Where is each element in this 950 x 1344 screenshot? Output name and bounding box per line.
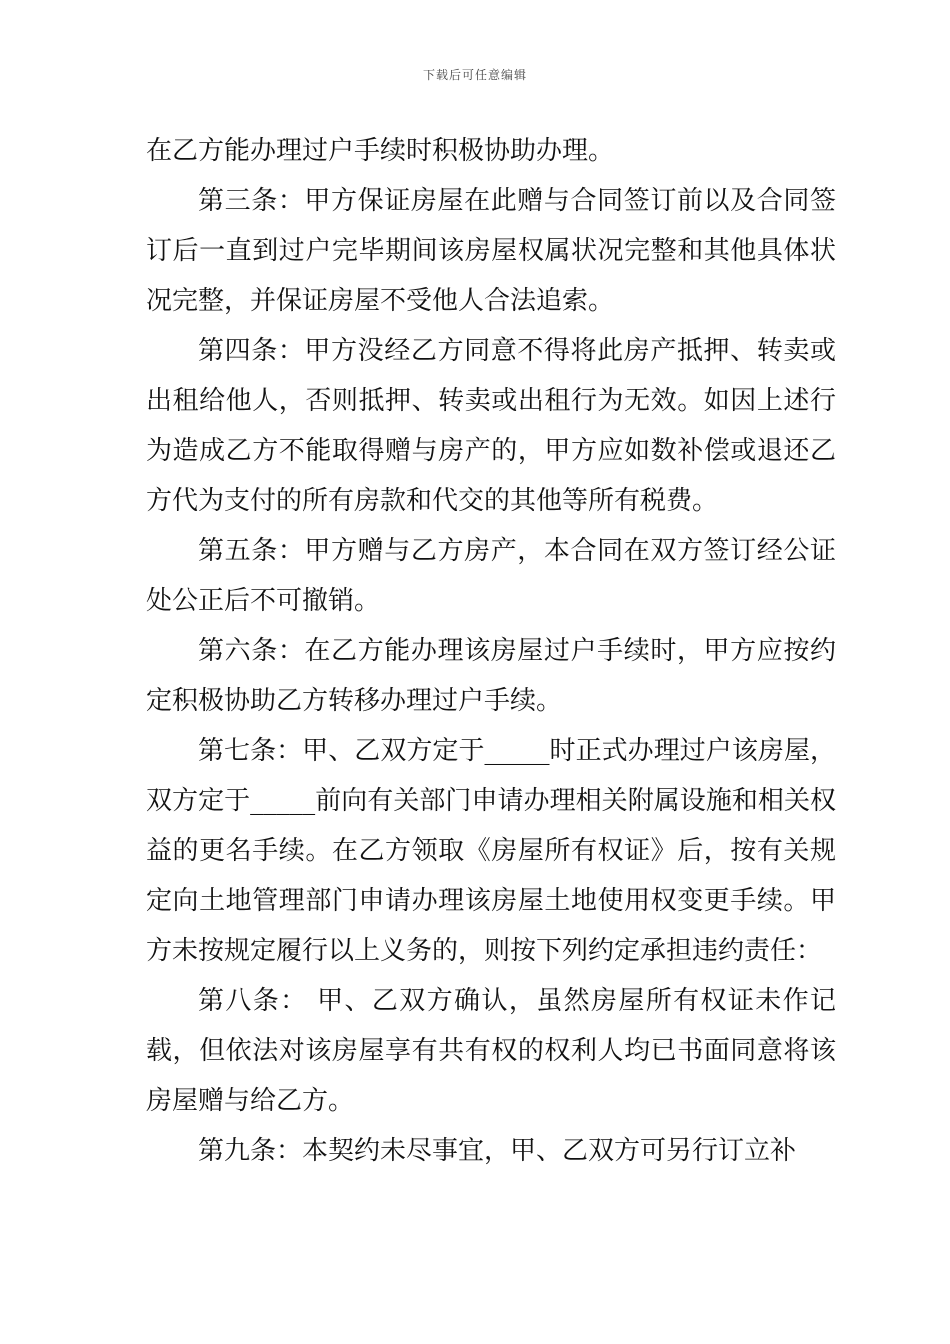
paragraph-article-4: 第四条：甲方没经乙方同意不得将此房产抵押、转卖或出租给他人，否则抵押、转卖或出租行为无效。如因上述行为造成乙方不能取得赠与房产的，甲方应如数补偿或退还乙方代为支付的所有房款和代交的其他等所有税费。 xyxy=(146,336,836,516)
page-header: 下载后可任意编辑 xyxy=(422,68,527,82)
paragraph-article-3: 第三条：甲方保证房屋在此赠与合同签订前以及合同签订后一直到过户完毕期间该房屋权属状况完整和其他具体状况完整，并保证房屋不受他人合法追索。 xyxy=(146,186,836,316)
paragraph-1: 在乙方能办理过户手续时积极协助办理。 xyxy=(146,136,615,166)
paragraph-article-6: 第六条：在乙方能办理该房屋过户手续时，甲方应按约定积极协助乙方转移办理过户手续。 xyxy=(146,636,836,716)
paragraph-article-9: 第九条：本契约未尽事宜，甲、乙双方可另行订立补 xyxy=(198,1136,797,1166)
paragraph-article-8: 第八条： 甲、乙双方确认，虽然房屋所有权证未作记载，但依法对该房屋享有共有权的权利人均已书面同意将该房屋赠与给乙方。 xyxy=(146,986,836,1116)
paragraph-article-5: 第五条：甲方赠与乙方房产，本合同在双方签订经公证处公正后不可撤销。 xyxy=(146,536,836,616)
paragraph-article-7: 第七条：甲、乙双方定于_____时正式办理过户该房屋，双方定于_____前向有关部门申请办理相关附属设施和相关权益的更名手续。在乙方领取《房屋所有权证》后，按有关规定向土地管理部门申请办理该房屋土地使用权变更手续。甲方未按规定履行以上义务的，则按下列约定承担违约责任： xyxy=(146,736,836,966)
document-body xyxy=(146,126,836,1176)
